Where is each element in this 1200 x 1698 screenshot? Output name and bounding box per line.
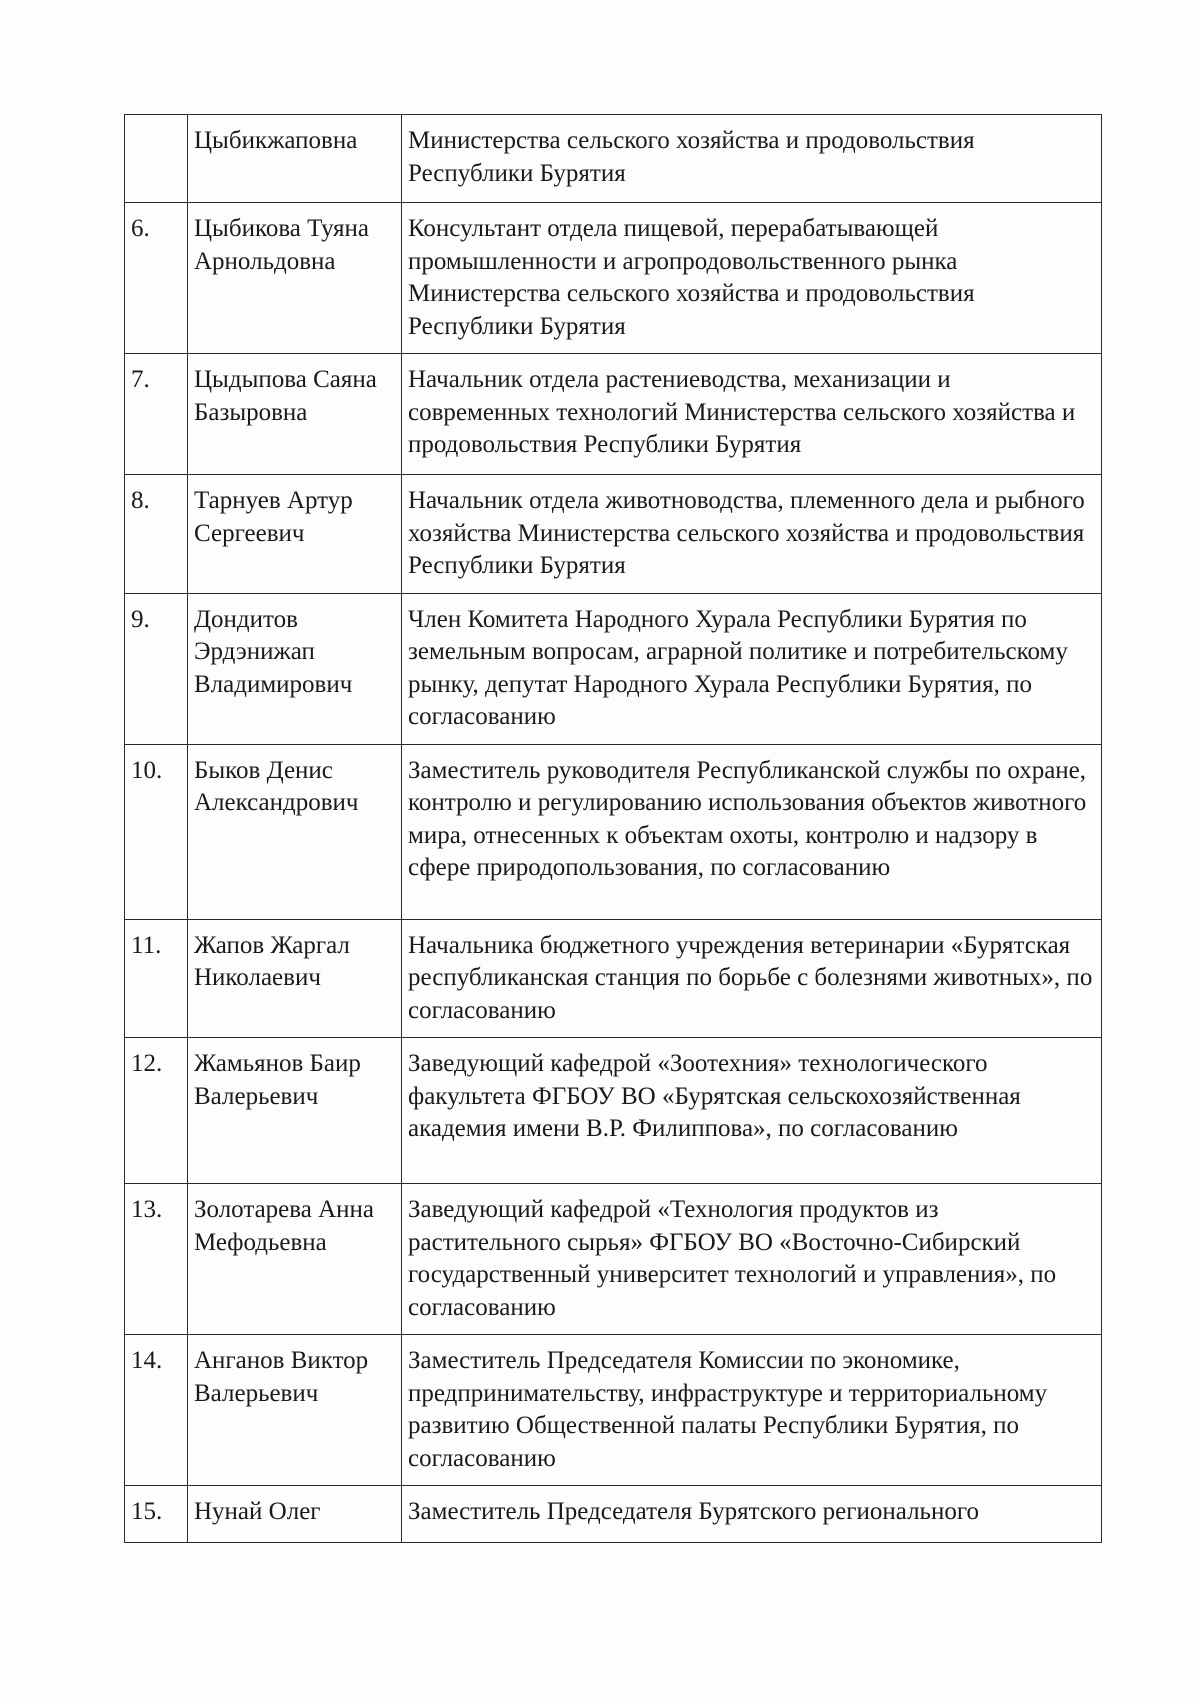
- member-position: Начальник отдела животноводства, племенного дела и рыбного хозяйства Министерства сельского хозяйства и продовольствия Республики Бурятия: [402, 475, 1102, 594]
- row-number: 13.: [125, 1184, 188, 1335]
- member-position: Министерства сельского хозяйства и продовольствия Республики Бурятия: [402, 115, 1102, 203]
- row-number: 14.: [125, 1335, 188, 1486]
- member-name: Жапов Жаргал Николаевич: [188, 919, 402, 1038]
- row-number: 9.: [125, 593, 188, 744]
- member-name: Цыдыпова Саяна Базыровна: [188, 354, 402, 475]
- member-name: Быков Денис Александрович: [188, 744, 402, 919]
- table-row: [125, 115, 1102, 203]
- members-table: [124, 114, 1102, 1543]
- member-position: Консультант отдела пищевой, перерабатывающей промышленности и агропродовольственного рынка Министерства сельского хозяйства и продовольствия Республики Бурятия: [402, 203, 1102, 354]
- member-position: Заместитель Председателя Комиссии по экономике, предпринимательству, инфраструктуре и территориальному развитию Общественной палаты Республики Бурятия, по согласованию: [402, 1335, 1102, 1486]
- member-name: Дондитов Эрдэнижап Владимирович: [188, 593, 402, 744]
- table-row: [125, 1335, 1102, 1486]
- member-name: Жамьянов Баир Валерьевич: [188, 1038, 402, 1184]
- member-position: Заведующий кафедрой «Зоотехния» технологического факультета ФГБОУ ВО «Бурятская сельскохозяйственная академия имени В.Р. Филиппова», по согласованию: [402, 1038, 1102, 1184]
- row-number: 15.: [125, 1486, 188, 1543]
- table-row: [125, 593, 1102, 744]
- member-position: Заместитель руководителя Республиканской службы по охране, контролю и регулированию использования объектов животного мира, отнесенных к объектам охоты, контролю и надзору в сфере природопользования, по согласованию: [402, 744, 1102, 919]
- row-number: 11.: [125, 919, 188, 1038]
- member-position: Начальника бюджетного учреждения ветеринарии «Бурятская республиканская станция по борьбе с болезнями животных», по согласованию: [402, 919, 1102, 1038]
- row-number: 12.: [125, 1038, 188, 1184]
- member-position: Член Комитета Народного Хурала Республики Бурятия по земельным вопросам, аграрной политике и потребительскому рынку, депутат Народного Хурала Республики Бурятия, по согласованию: [402, 593, 1102, 744]
- table-row: [125, 203, 1102, 354]
- member-position: Заведующий кафедрой «Технология продуктов из растительного сырья» ФГБОУ ВО «Восточно-Сибирский государственный университет технологий и управления», по согласованию: [402, 1184, 1102, 1335]
- member-name: Цыбикжаповна: [188, 115, 402, 203]
- member-name: Анганов Виктор Валерьевич: [188, 1335, 402, 1486]
- table-row: [125, 1038, 1102, 1184]
- table-row: [125, 475, 1102, 594]
- table-row: [125, 1184, 1102, 1335]
- table-row: [125, 919, 1102, 1038]
- row-number: 10.: [125, 744, 188, 919]
- table-row: [125, 354, 1102, 475]
- row-number: 6.: [125, 203, 188, 354]
- table-row: [125, 744, 1102, 919]
- row-number: [125, 115, 188, 203]
- row-number: 7.: [125, 354, 188, 475]
- member-name: Цыбикова Туяна Арнольдовна: [188, 203, 402, 354]
- member-position: Заместитель Председателя Бурятского регионального: [402, 1486, 1102, 1543]
- member-name: Тарнуев Артур Сергеевич: [188, 475, 402, 594]
- member-name: Золотарева Анна Мефодьевна: [188, 1184, 402, 1335]
- member-name: Нунай Олег: [188, 1486, 402, 1543]
- member-position: Начальник отдела растениеводства, механизации и современных технологий Министерства сельского хозяйства и продовольствия Республики Бурятия: [402, 354, 1102, 475]
- row-number: 8.: [125, 475, 188, 594]
- table-row: [125, 1486, 1102, 1543]
